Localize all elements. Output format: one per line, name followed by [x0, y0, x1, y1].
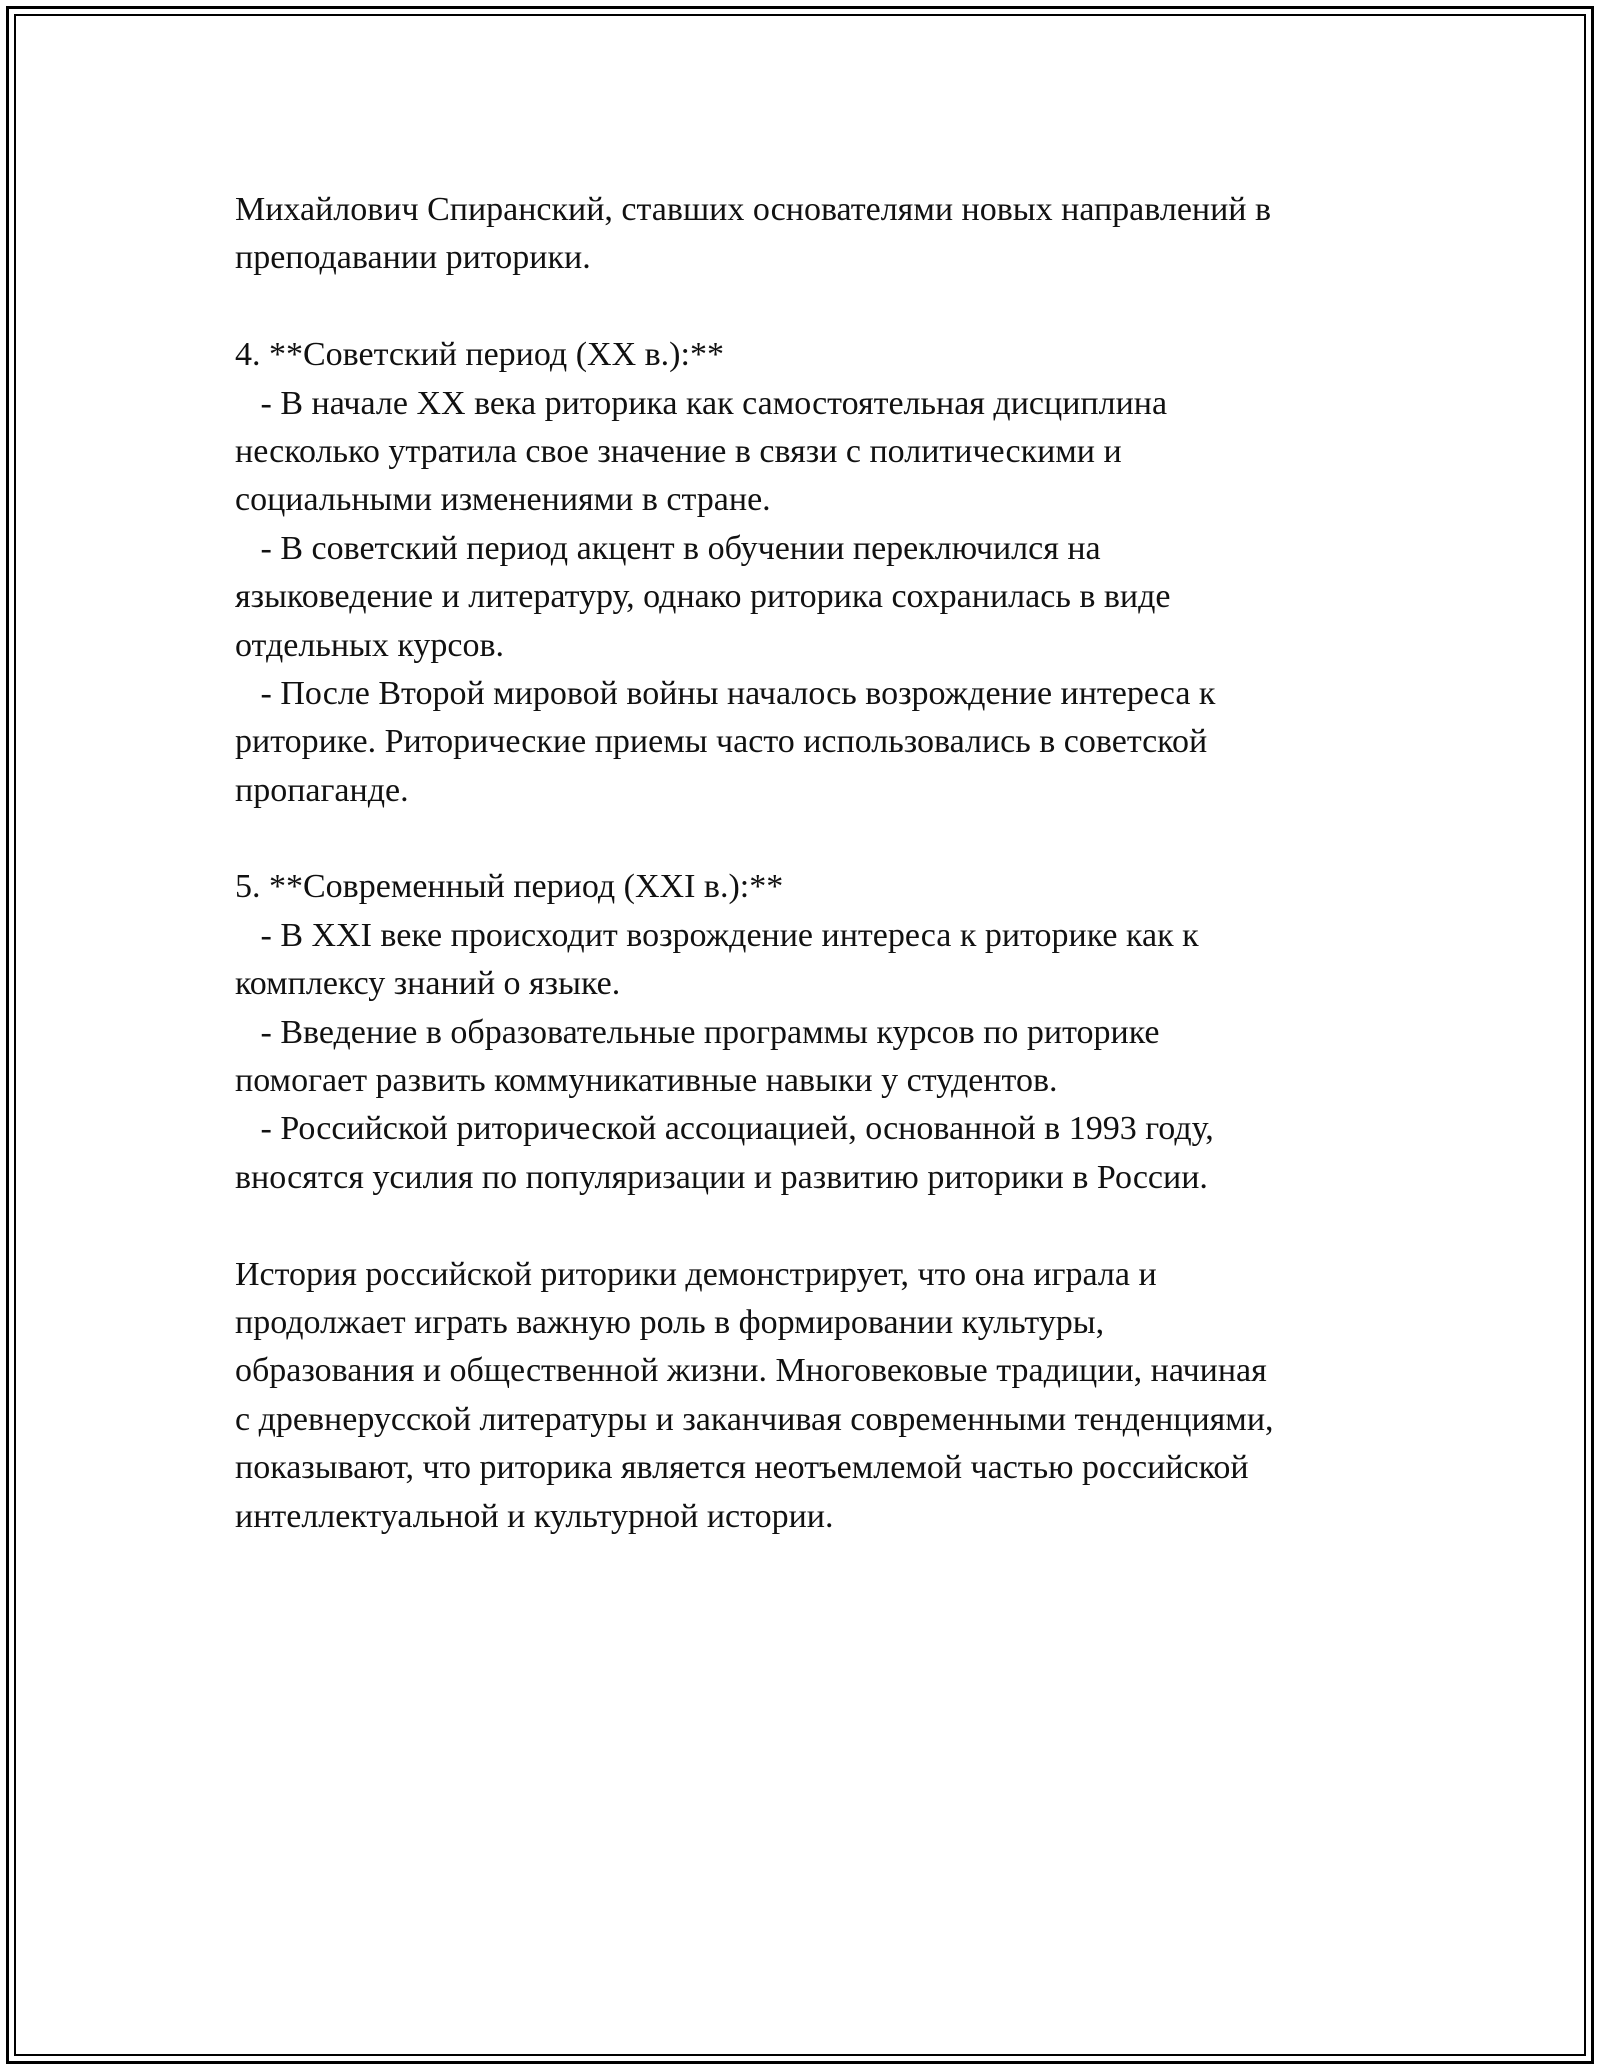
blank-line	[235, 283, 1415, 331]
text-line: социальными изменениями в стране.	[235, 481, 771, 519]
list-item-line: - В советский период акцент в обучении переключился на	[235, 529, 1101, 567]
conclusion-line: интеллектуальной и культурной истории.	[235, 1497, 834, 1535]
conclusion-line: образования и общественной жизни. Многовековые традиции, начиная	[235, 1352, 1267, 1390]
blank-line	[235, 815, 1415, 863]
conclusion-line: История российской риторики демонстрирует, что она играла и	[235, 1255, 1157, 1293]
conclusion-line: с древнерусской литературы и заканчивая современными тенденциями,	[235, 1400, 1274, 1438]
text-line: вносятся усилия по популяризации и развитию риторики в России.	[235, 1158, 1208, 1196]
conclusion-line: продолжает играть важную роль в формировании культуры,	[235, 1303, 1105, 1341]
text-line: пропаганде.	[235, 771, 409, 809]
conclusion-line: показывают, что риторика является неотъемлемой частью российской	[235, 1449, 1249, 1487]
text-line: несколько утратила свое значение в связи с политическими и	[235, 432, 1122, 470]
list-item-line: - Введение в образовательные программы курсов по риторике	[235, 1013, 1160, 1051]
section-heading: 4. **Советский период (XX в.):**	[235, 336, 724, 374]
text-line: риторике. Риторические приемы часто использовались в советской	[235, 723, 1208, 761]
section-heading: 5. **Современный период (XXI в.):**	[235, 868, 784, 906]
list-item-line: - В XXI веке происходит возрождение интереса к риторике как к	[235, 916, 1199, 954]
text-line: Михайлович Спиранский, ставших основателями новых направлений в	[235, 191, 1272, 228]
text-line: комплексу знаний о языке.	[235, 965, 621, 1003]
text-line: помогает развить коммуникативные навыки у студентов.	[235, 1062, 1058, 1100]
text-line: отдельных курсов.	[235, 626, 505, 664]
document-body	[235, 186, 1415, 1541]
list-item-line: - В начале XX века риторика как самостоятельная дисциплина	[235, 384, 1168, 422]
blank-line	[235, 1202, 1415, 1250]
text-line: преподавании риторики.	[235, 239, 591, 277]
text-line: языковедение и литературу, однако риторика сохранилась в виде	[235, 578, 1171, 616]
list-item-line: - После Второй мировой войны началось возрождение интереса к	[235, 674, 1216, 712]
list-item-line: - Российской риторической ассоциацией, основанной в 1993 году,	[235, 1110, 1214, 1148]
